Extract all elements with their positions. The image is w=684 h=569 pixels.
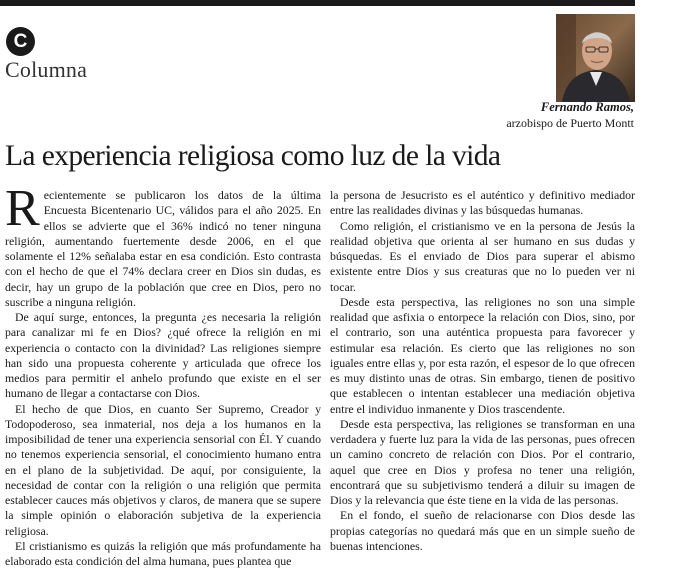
article-column-2	[330, 188, 635, 554]
paragraph: Como religión, el cristianismo ve en la persona de Jesús la realidad objetiva que orienta al ser humano en sus dudas y búsquedas. Es el enviado de Dios para superar el abismo existente entre Dios y sus creaturas que no lo pueden ver ni tocar.	[330, 218, 635, 294]
author-role: arzobispo de Puerto Montt	[506, 116, 634, 130]
article-headline: La experiencia religiosa como luz de la vida	[5, 140, 501, 172]
paragraph: El hecho de que Dios, en cuanto Ser Supremo, Creador y Todopoderoso, sea inmaterial, nos deja a los humanos en la imposibilidad de tener una experiencia sensorial con Él. Y cuando no tenemos experiencia sensorial, el conocimiento humano entra en el plano de la subjetividad. De aquí, por consiguiente, la necesidad de contar con la religión o una religión que permita establecer cauces más objetivos y claros, de manera que se supere la simple opinión o elaboración subjetiva de la experiencia religiosa.	[5, 401, 321, 538]
top-rule	[0, 0, 635, 6]
section-label: Columna	[5, 57, 88, 82]
paragraph	[5, 180, 321, 310]
paragraph: El cristianismo es quizás la religión que más profundamente ha elaborado esta condición del alma humana, pues plantea que	[5, 538, 321, 568]
paragraph: De aquí surge, entonces, la pregunta ¿es necesaria la religión para canalizar mi fe en Dios? ¿qué ofrece la religión en mi experiencia o contacto con la divinidad? Las religiones siempre han sido una propuesta coherente y articulada que ofrece los medios para permitir el anhelo profundo que existe en el ser humano de llegar a contactarse con Dios.	[5, 310, 321, 401]
author-byline	[374, 100, 634, 131]
section-badge: C	[6, 27, 35, 56]
author-photo	[556, 14, 635, 102]
paragraph: Desde esta perspectiva, las religiones no son una simple realidad que asfixia o entorpece la relación con Dios, sino, por el contrario, son una auténtica propuesta para favorecer y estimular esa relación. Es cierto que las religiones no son iguales entre ellas y, por esta razón, el espesor de lo que ofrecen es muy distinto unas de otras. Sin embargo, tienen de positivo que establecen o intentan establecer una mediación objetiva entre el individuo inmanente y Dios trascendente.	[330, 294, 635, 416]
drop-cap: R	[5, 180, 40, 237]
author-name: Fernando Ramos,	[540, 100, 634, 114]
paragraph-text: ecientemente se publicaron los datos de la última Encuesta Bicentenario UC, válidos para el año 2025. En ellos se advierte que el 36% indicó no tener ninguna religión, aumentando fuertemente desde 2006, en el que solamente el 12% señalaba estar en esa condición. Esto contrasta con el hecho de que el 74% declara creer en Dios sin dudas, es decir, hay un grupo de la población que cree en Dios, pero no suscribe a ninguna religión.	[5, 188, 321, 309]
paragraph: la persona de Jesucristo es el auténtico y definitivo mediador entre las realidades divinas y las búsquedas humanas.	[330, 188, 635, 218]
article-column-1	[5, 180, 321, 569]
paragraph: En el fondo, el sueño de relacionarse con Dios desde las propias categorías no quedará más que en un simple sueño de buenas intenciones.	[330, 508, 635, 553]
paragraph: Desde esta perspectiva, las religiones se transforman en una verdadera y fuerte luz para la vida de las personas, pues ofrecen un camino concreto de relación con Dios. Por el contrario, aquel que cree en Dios y profesa no tener una religión, encontrará que su subjetivismo tenderá a diluir su imagen de Dios y la relevancia que éste tiene en la vida de las personas.	[330, 416, 635, 507]
